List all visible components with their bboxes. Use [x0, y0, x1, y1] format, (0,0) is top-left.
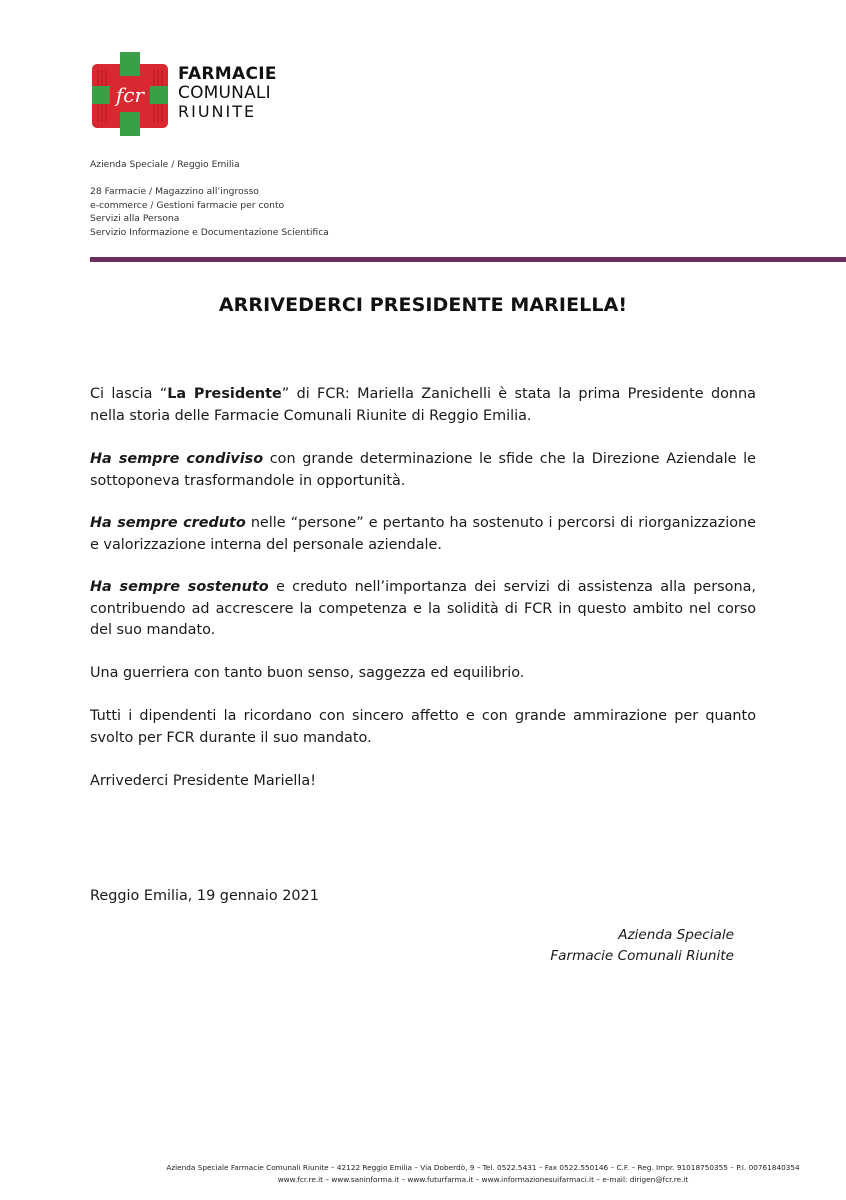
- paragraph-5: [90, 663, 756, 685]
- letter-title: ARRIVEDERCI PRESIDENTE MARIELLA!: [218, 294, 628, 316]
- header-divider: [90, 257, 846, 262]
- paragraph-6: [90, 706, 756, 749]
- p2-emphasis: Ha sempre condiviso: [90, 451, 264, 467]
- signature-line-1: Azienda Speciale: [618, 927, 734, 943]
- service-item: Servizio Informazione e Documentazione Scientifica: [90, 226, 329, 238]
- p6-text: Tutti i dipendenti la ricordano con sincero affetto e con grande ammirazione per quanto svolto per FCR durante il suo mandato.: [90, 708, 756, 746]
- logo-wordmark: [178, 66, 277, 120]
- p1-bold: La Presidente: [167, 386, 282, 402]
- p4-emphasis: Ha sempre sostenuto: [90, 579, 269, 595]
- p5-text: Una guerriera con tanto buon senso, saggezza ed equilibrio.: [90, 665, 525, 681]
- signature-line-2: Farmacie Comunali Riunite: [550, 947, 734, 964]
- service-item: e-commerce / Gestioni farmacie per conto: [90, 199, 285, 211]
- logo-line-3: RIUNITE: [178, 102, 257, 121]
- p4-text: e creduto nell’importanza dei servizi di assistenza alla persona, contribuendo ad accrescere la competenza e la solidità di FCR in questo ambito nel corso del suo mandato.: [90, 579, 756, 638]
- logo-mark-text: fcr: [115, 83, 145, 107]
- paragraph-1: [90, 384, 756, 427]
- service-item: 28 Farmacie / Magazzino all’ingrosso: [90, 186, 259, 197]
- paragraph-3: [90, 513, 756, 556]
- p7-text: Arrivederci Presidente Mariella!: [90, 773, 317, 789]
- p1-text-a: Ci lascia “: [90, 386, 168, 402]
- paragraph-2: [90, 449, 756, 492]
- p2-text: con grande determinazione le sfide che la Direzione Aziendale le sottoponeva trasformandole in opportunità.: [90, 451, 756, 489]
- paragraph-4: [90, 577, 756, 642]
- logo-line-1: FARMACIE: [178, 64, 277, 84]
- logo-line-2: COMUNALI: [178, 83, 271, 103]
- p1-text-c: ” di FCR: Mariella Zanichelli è stata la prima Presidente donna nella storia delle Farmacie Comunali Riunite di Reggio Emilia.: [90, 386, 756, 424]
- footer-line-1: Azienda Speciale Farmacie Comunali Riunite – 42122 Reggio Emilia – Via Doberdò, 9 – Tel. 0522.5431 – Fax 0522.550146 – C.F. – Reg. Impr. 91018750355 – P.I. 00761840354: [166, 1163, 800, 1172]
- services-list: [90, 185, 329, 239]
- p3-text: nelle “persone” e pertanto ha sostenuto i percorsi di riorganizzazione e valorizzazione interna del personale aziendale.: [90, 515, 756, 553]
- footer-line-2: www.fcr.re.it – www.saninforma.it – www.futurfarma.it – www.informazionesuifarmaci.it – e-mail: dirigen@fcr.re.it: [277, 1175, 689, 1184]
- place-date: [90, 886, 756, 908]
- signature: [540, 925, 734, 966]
- place-date-text: Reggio Emilia, 19 gennaio 2021: [90, 888, 319, 904]
- fcr-logo: [92, 52, 312, 142]
- org-line: Azienda Speciale / Reggio Emilia: [90, 159, 240, 170]
- footer: [60, 1162, 846, 1186]
- service-item: Servizi alla Persona: [90, 213, 180, 224]
- paragraph-7: [90, 771, 756, 793]
- pharmacy-cross-logo-icon: [92, 52, 168, 136]
- p3-emphasis: Ha sempre creduto: [90, 515, 246, 531]
